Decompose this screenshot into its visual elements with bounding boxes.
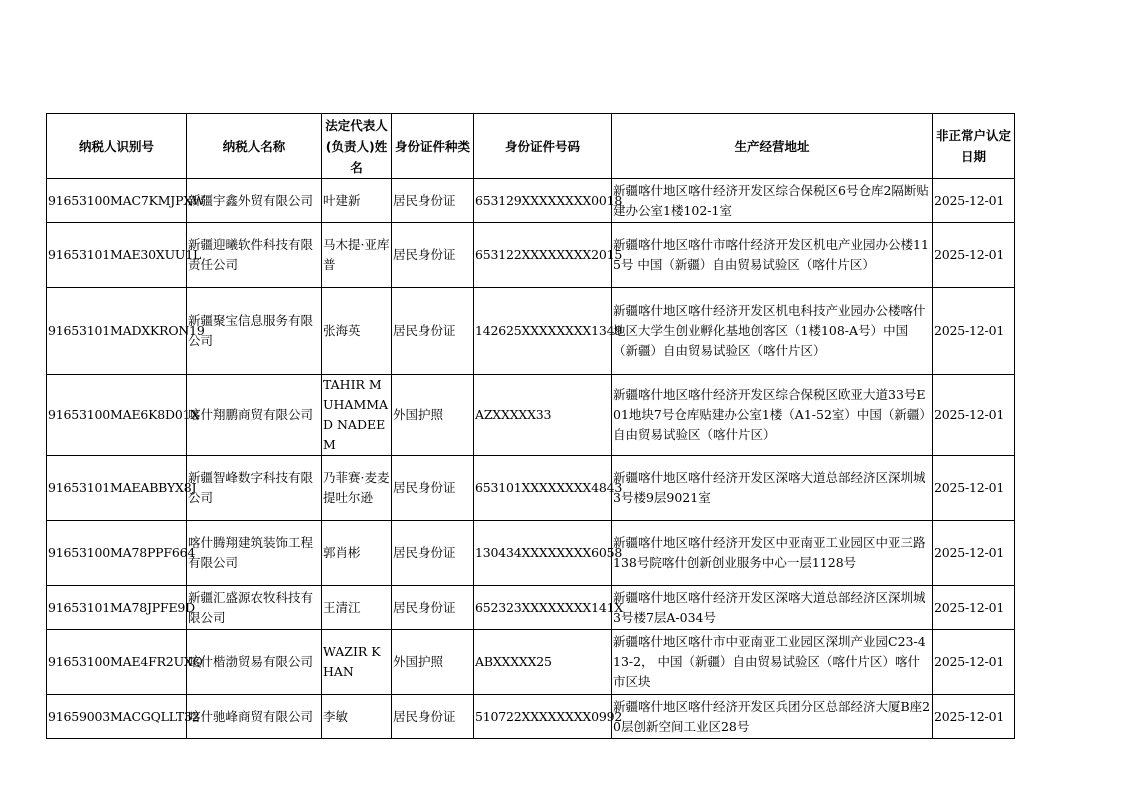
address-cell: 新疆喀什地区喀什经济开发区深喀大道总部经济区深圳城3号楼7层A-034号 [612,586,933,630]
rep-cell: 叶建新 [322,179,392,223]
name-cell: 喀什翔鹏商贸有限公司 [187,375,322,456]
header-idtype: 身份证件种类 [392,114,474,179]
name-cell: 新疆聚宝信息服务有限公司 [187,288,322,375]
table-row [47,288,1015,375]
name-cell: 喀什驰峰商贸有限公司 [187,695,322,739]
address-cell: 新疆喀什地区喀什市喀什经济开发区机电产业园办公楼115号 中国（新疆）自由贸易试验区（喀什片区） [612,223,933,288]
date-cell: 2025-12-01 [933,179,1015,223]
address-cell: 新疆喀什地区喀什经济开发区综合保税区欧亚大道33号E01地块7号仓库贴建办公室1楼（A1-52室）中国（新疆）自由贸易试验区（喀什片区） [612,375,933,456]
date-cell: 2025-12-01 [933,288,1015,375]
idtype-cell: 居民身份证 [392,288,474,375]
tin-cell: 91653101MADXKRON19 [47,288,187,375]
tin-cell: 91653101MA78JPFE9D [47,586,187,630]
table-body [47,179,1015,739]
idno-cell: 652323XXXXXXXX141X [474,586,612,630]
table-row [47,695,1015,739]
name-cell: 新疆汇盛源农牧科技有限公司 [187,586,322,630]
rep-cell: 王清江 [322,586,392,630]
idno-cell: AZXXXXX33 [474,375,612,456]
date-cell: 2025-12-01 [933,695,1015,739]
idno-cell: ABXXXXX25 [474,630,612,695]
tin-cell: 91653100MAE6K8D01X [47,375,187,456]
table-row [47,223,1015,288]
address-cell: 新疆喀什地区喀什经济开发区深喀大道总部经济区深圳城3号楼9层9021室 [612,456,933,521]
idno-cell: 510722XXXXXXXX0992 [474,695,612,739]
idno-cell: 142625XXXXXXXX1349 [474,288,612,375]
table-row [47,456,1015,521]
name-cell: 新疆智峰数字科技有限公司 [187,456,322,521]
idtype-cell: 外国护照 [392,630,474,695]
header-rep: 法定代表人(负责人)姓名 [322,114,392,179]
name-cell: 喀什楷渤贸易有限公司 [187,630,322,695]
date-cell: 2025-12-01 [933,456,1015,521]
idtype-cell: 居民身份证 [392,521,474,586]
date-cell: 2025-12-01 [933,521,1015,586]
idno-cell: 130434XXXXXXXX6058 [474,521,612,586]
name-cell: 新疆迎曦软件科技有限责任公司 [187,223,322,288]
table-row [47,586,1015,630]
idtype-cell: 居民身份证 [392,456,474,521]
tin-cell: 91653100MAC7KMJPXW [47,179,187,223]
tin-cell: 91653101MAEABBYX8J [47,456,187,521]
rep-cell: 李敏 [322,695,392,739]
rep-cell: 马木提·亚库普 [322,223,392,288]
date-cell: 2025-12-01 [933,586,1015,630]
tin-cell: 91659003MACGQLLT32 [47,695,187,739]
idno-cell: 653122XXXXXXXX2015 [474,223,612,288]
name-cell: 新疆宇鑫外贸有限公司 [187,179,322,223]
table-row [47,179,1015,223]
rep-cell: 郭肖彬 [322,521,392,586]
tin-cell: 91653100MA78PPF664 [47,521,187,586]
date-cell: 2025-12-01 [933,375,1015,456]
table-row [47,521,1015,586]
table-row [47,375,1015,456]
header-addr: 生产经营地址 [612,114,933,179]
rep-cell: TAHIR MUHAMMAD NADEEM [322,375,392,456]
idno-cell: 653101XXXXXXXX4843 [474,456,612,521]
rep-cell: 张海英 [322,288,392,375]
table-row [47,630,1015,695]
address-cell: 新疆喀什地区喀什经济开发区中亚南亚工业园区中亚三路138号院喀什创新创业服务中心一层1128号 [612,521,933,586]
name-cell: 喀什腾翔建筑装饰工程有限公司 [187,521,322,586]
header-tin: 纳税人识别号 [47,114,187,179]
tin-cell: 91653100MAE4FR2UXQ [47,630,187,695]
header-name: 纳税人名称 [187,114,322,179]
idtype-cell: 居民身份证 [392,586,474,630]
address-cell: 新疆喀什地区喀什经济开发区机电科技产业园办公楼喀什地区大学生创业孵化基地创客区（1楼108-A号）中国（新疆）自由贸易试验区（喀什片区） [612,288,933,375]
header-idno: 身份证件号码 [474,114,612,179]
rep-cell: 乃菲赛·麦麦提吐尔逊 [322,456,392,521]
idtype-cell: 居民身份证 [392,695,474,739]
taxpayer-table [46,113,1015,739]
idtype-cell: 居民身份证 [392,179,474,223]
header-date: 非正常户认定日期 [933,114,1015,179]
address-cell: 新疆喀什地区喀什经济开发区兵团分区总部经济大厦B座20层创新空间工业区28号 [612,695,933,739]
date-cell: 2025-12-01 [933,630,1015,695]
date-cell: 2025-12-01 [933,223,1015,288]
idtype-cell: 居民身份证 [392,223,474,288]
address-cell: 新疆喀什地区喀什经济开发区综合保税区6号仓库2隔断贴建办公室1楼102-1室 [612,179,933,223]
address-cell: 新疆喀什地区喀什市中亚南亚工业园区深圳产业园C23-413-2， 中国（新疆）自由贸易试验区（喀什片区）喀什市区块 [612,630,933,695]
rep-cell: WAZIR KHAN [322,630,392,695]
idno-cell: 653129XXXXXXXX0018 [474,179,612,223]
tin-cell: 91653101MAE30XUU1L [47,223,187,288]
header-row [47,114,1015,179]
idtype-cell: 外国护照 [392,375,474,456]
